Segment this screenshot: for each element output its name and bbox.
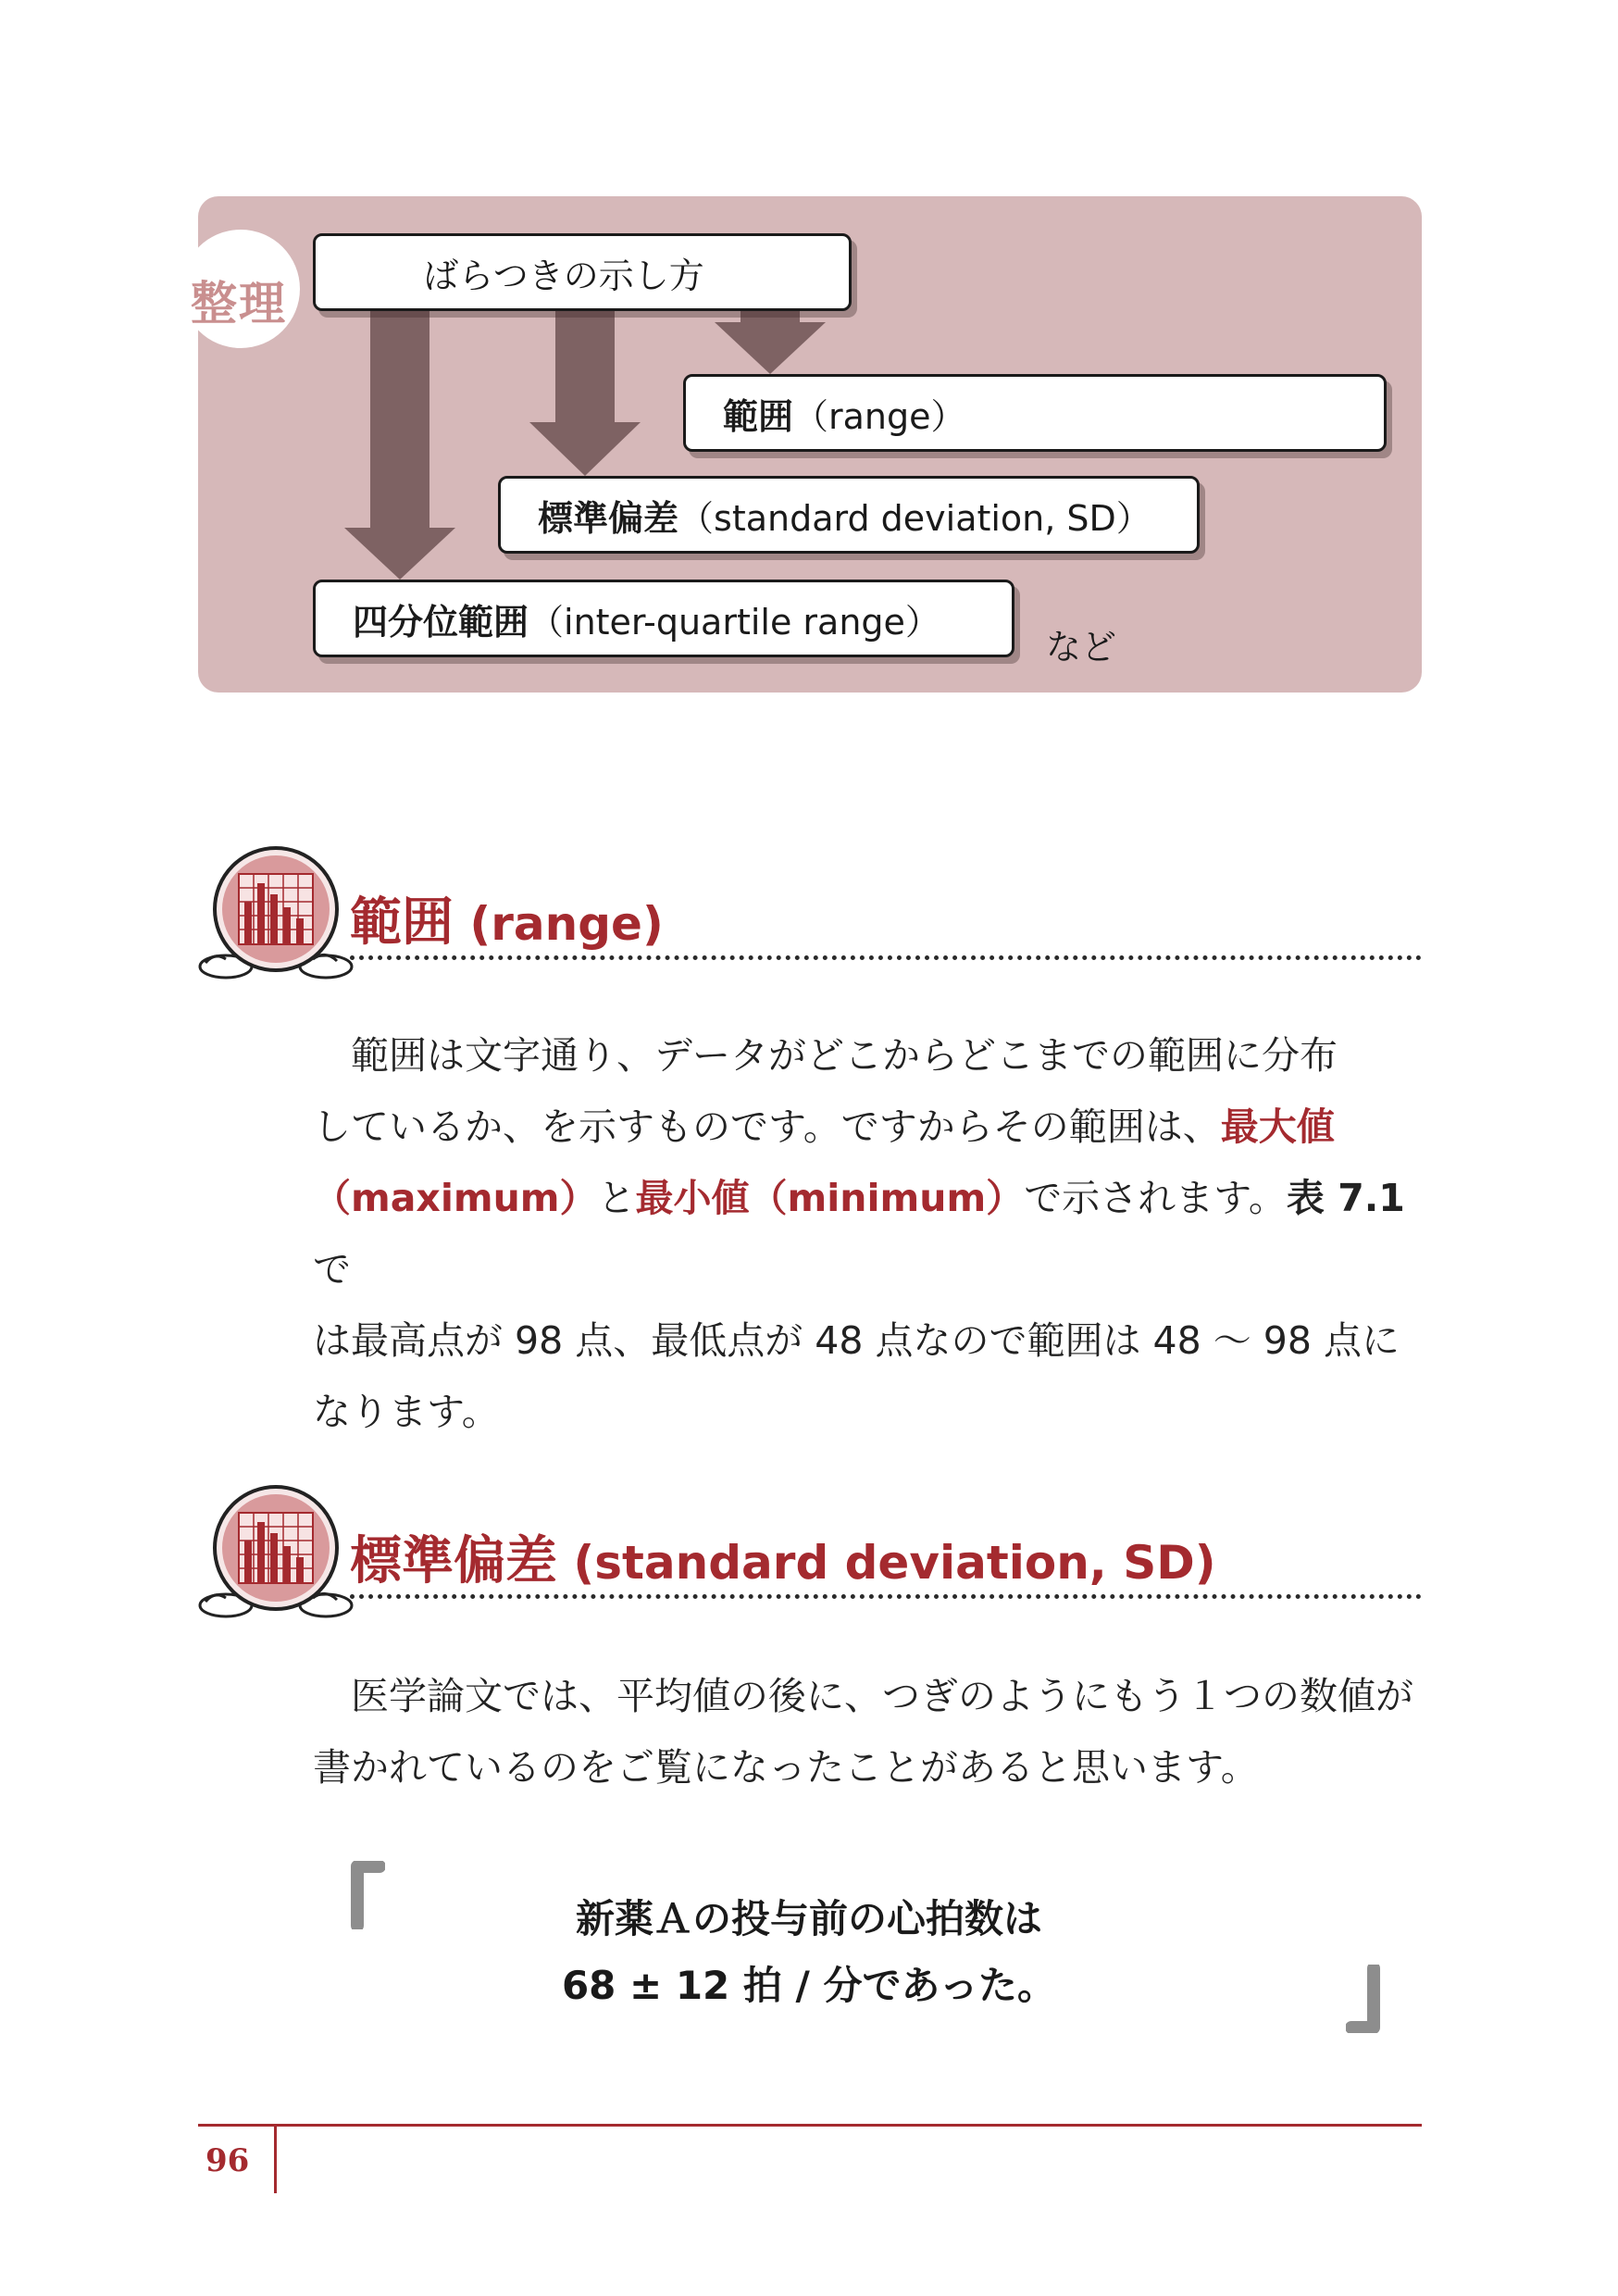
summary-item-iqr <box>313 580 1014 657</box>
text-line: 範囲は文字通り、データがどこからどこまでの範囲に分布 <box>351 1033 1338 1078</box>
text-line: なります。 <box>313 1390 500 1434</box>
highlight-minimum: 最小値 <box>635 1176 750 1220</box>
footer-rule <box>198 2124 1422 2127</box>
text-run: で示されます。 <box>1024 1176 1287 1220</box>
text-line: は最高点が 98 点、最低点が 48 点なので範囲は 48 〜 98 点に <box>313 1318 1400 1363</box>
sd-paragraph <box>313 1661 1414 1803</box>
summary-header-label: ばらつきの示し方 <box>423 255 704 296</box>
section-title-en: (range) <box>454 897 664 951</box>
summary-etc: など <box>1046 627 1117 668</box>
summary-item-en: （standard deviation, SD） <box>678 497 1151 539</box>
section-title-en: (standard deviation, SD) <box>557 1536 1216 1590</box>
text-run: しているか、を示すものです。ですからその範囲は、 <box>313 1104 1221 1149</box>
summary-item-range <box>683 374 1387 452</box>
quote-line-2: 68 ± 12 拍 / 分であった。 <box>561 1963 1057 2008</box>
section-divider <box>350 955 1422 960</box>
text-line <box>313 1092 1414 1163</box>
summary-item-jp: 四分位範囲 <box>353 601 529 643</box>
summary-item-jp: 範囲 <box>723 395 794 437</box>
range-paragraph <box>313 1020 1414 1448</box>
quote-line-1: 新薬Ａの投与前の心拍数は <box>575 1896 1042 1941</box>
down-arrow-icon <box>344 311 455 580</box>
text-line: 書かれているのをご覧になったことがあると思います。 <box>313 1745 1259 1790</box>
page-number: 96 <box>205 2142 250 2179</box>
section-title-range <box>350 881 664 955</box>
text-run: で <box>313 1247 351 1292</box>
section-title-jp: 範囲 <box>350 892 454 953</box>
summary-item-en: （inter-quartile range） <box>529 601 940 643</box>
down-arrow-icon <box>529 311 641 476</box>
footer-divider <box>274 2127 277 2193</box>
summary-header-box <box>313 233 852 311</box>
text-run: と <box>597 1176 636 1220</box>
down-arrow-icon <box>715 311 826 374</box>
highlight-maximum: 最大値 <box>1220 1104 1335 1149</box>
section-title-sd <box>350 1520 1216 1594</box>
close-bracket-icon <box>1346 1965 1383 2033</box>
highlight-minimum-en: （minimum） <box>749 1176 1025 1220</box>
section-title-jp: 標準偏差 <box>350 1531 557 1591</box>
highlight-maximum-en: （maximum） <box>313 1176 598 1220</box>
summary-item-en: （range） <box>793 395 966 437</box>
summary-badge: 整理 <box>191 277 287 331</box>
text-line <box>313 1163 1414 1305</box>
table-reference: 表 7.1 <box>1286 1176 1405 1220</box>
summary-item-sd <box>498 476 1200 554</box>
summary-item-jp: 標準偏差 <box>538 497 679 539</box>
section-divider <box>350 1594 1422 1599</box>
bar-chart-mascot-icon <box>193 1483 359 1622</box>
text-line: 医学論文では、平均値の後に、つぎのようにもう１つの数値が <box>351 1674 1413 1718</box>
bar-chart-mascot-icon <box>193 844 359 983</box>
